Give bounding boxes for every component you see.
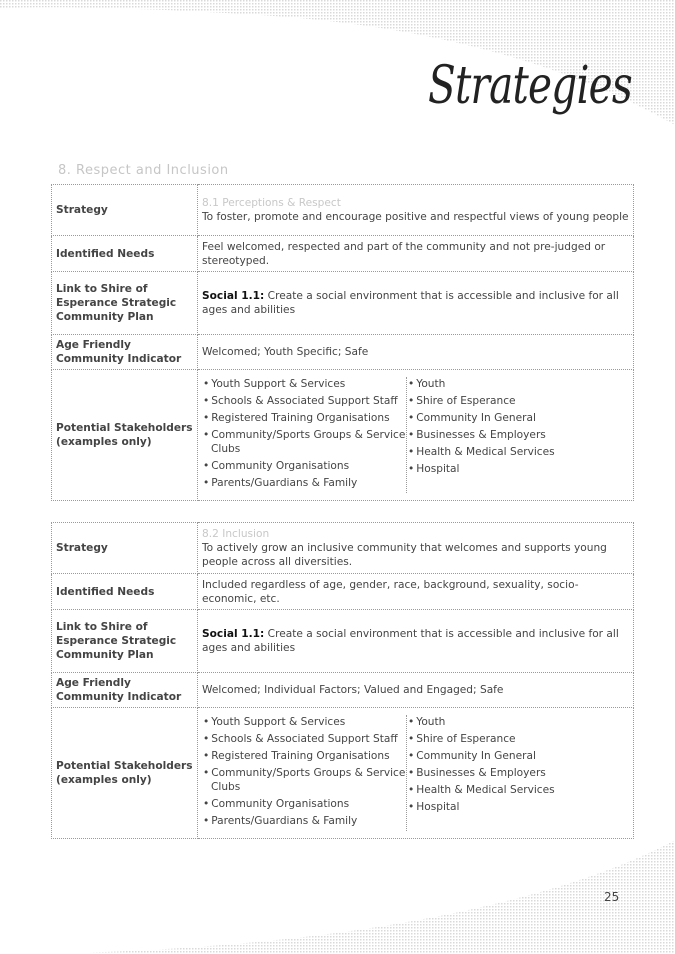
list-item: • Parents/Guardians & Family [202,814,406,828]
list-item: • Youth [407,377,555,391]
link-text: Create a social environment that is accessible and inclusive for all ages and abilities [202,290,619,316]
list-item: • Community/Sports Groups & Service Clubs [202,428,406,456]
needs-row [52,236,634,272]
stakeholders-cell [198,708,634,839]
stakeholders-list-1 [202,715,407,831]
list-item: • Shire of Esperance [407,394,555,408]
stakeholders-list-1 [202,377,407,493]
needs-text: Feel welcomed, respected and part of the community and not pre-judged or stereotyped. [198,236,634,272]
list-item: • Businesses & Employers [407,766,555,780]
strategy-cell [198,185,634,236]
needs-row [52,574,634,610]
list-item: • Hospital [407,462,555,476]
page-number: 25 [604,890,620,904]
link-label: Link to Shire of Esperance Strategic Community Plan [52,610,198,673]
strategy-text: To actively grow an inclusive community that welcomes and supports young people across all diversities. [202,542,607,568]
link-cell [198,272,634,335]
strategy-table-1 [51,184,634,501]
list-item: • Community/Sports Groups & Service Clubs [202,766,406,794]
page-title: Strategies [428,56,632,116]
link-cell [198,610,634,673]
needs-label: Identified Needs [52,236,198,272]
strategy-subtitle: 8.1 Perceptions & Respect [202,197,341,209]
link-row [52,610,634,673]
link-ref: Social 1.1: [202,628,265,640]
list-item: • Community In General [407,411,555,425]
list-item: • Youth [407,715,555,729]
indicator-row [52,673,634,708]
strategy-label: Strategy [52,185,198,236]
list-item: • Hospital [407,800,555,814]
stakeholders-row [52,370,634,501]
stakeholders-list-2 [407,715,555,831]
strategy-subtitle: 8.2 Inclusion [202,528,270,540]
stakeholders-list-2 [407,377,555,493]
list-item: • Youth Support & Services [202,715,406,729]
stakeholders-label: Potential Stakeholders (examples only) [52,708,198,839]
list-item: • Parents/Guardians & Family [202,476,406,490]
stakeholders-label: Potential Stakeholders (examples only) [52,370,198,501]
link-text: Create a social environment that is accessible and inclusive for all ages and abilities [202,628,619,654]
strategy-text: To foster, promote and encourage positive and respectful views of young people [202,211,629,223]
list-item: • Schools & Associated Support Staff [202,394,406,408]
list-item: • Community In General [407,749,555,763]
list-item: • Businesses & Employers [407,428,555,442]
link-row [52,272,634,335]
list-item: • Registered Training Organisations [202,411,406,425]
strategy-row [52,523,634,574]
indicator-label: Age Friendly Community Indicator [52,673,198,708]
list-item: • Schools & Associated Support Staff [202,732,406,746]
link-label: Link to Shire of Esperance Strategic Community Plan [52,272,198,335]
list-item: • Youth Support & Services [202,377,406,391]
strategy-row [52,185,634,236]
indicator-text: Welcomed; Individual Factors; Valued and Engaged; Safe [198,673,634,708]
list-item: • Registered Training Organisations [202,749,406,763]
needs-text: Included regardless of age, gender, race, background, sexuality, socio-economic, etc. [198,574,634,610]
list-item: • Community Organisations [202,459,406,473]
list-item: • Community Organisations [202,797,406,811]
list-item: • Health & Medical Services [407,445,555,459]
indicator-row [52,335,634,370]
stakeholders-row [52,708,634,839]
indicator-text: Welcomed; Youth Specific; Safe [198,335,634,370]
list-item: • Shire of Esperance [407,732,555,746]
indicator-label: Age Friendly Community Indicator [52,335,198,370]
section-heading: 8. Respect and Inclusion [58,163,229,178]
link-ref: Social 1.1: [202,290,265,302]
strategy-table-2 [51,522,634,839]
list-item: • Health & Medical Services [407,783,555,797]
stakeholders-cell [198,370,634,501]
strategy-cell [198,523,634,574]
strategy-label: Strategy [52,523,198,574]
needs-label: Identified Needs [52,574,198,610]
